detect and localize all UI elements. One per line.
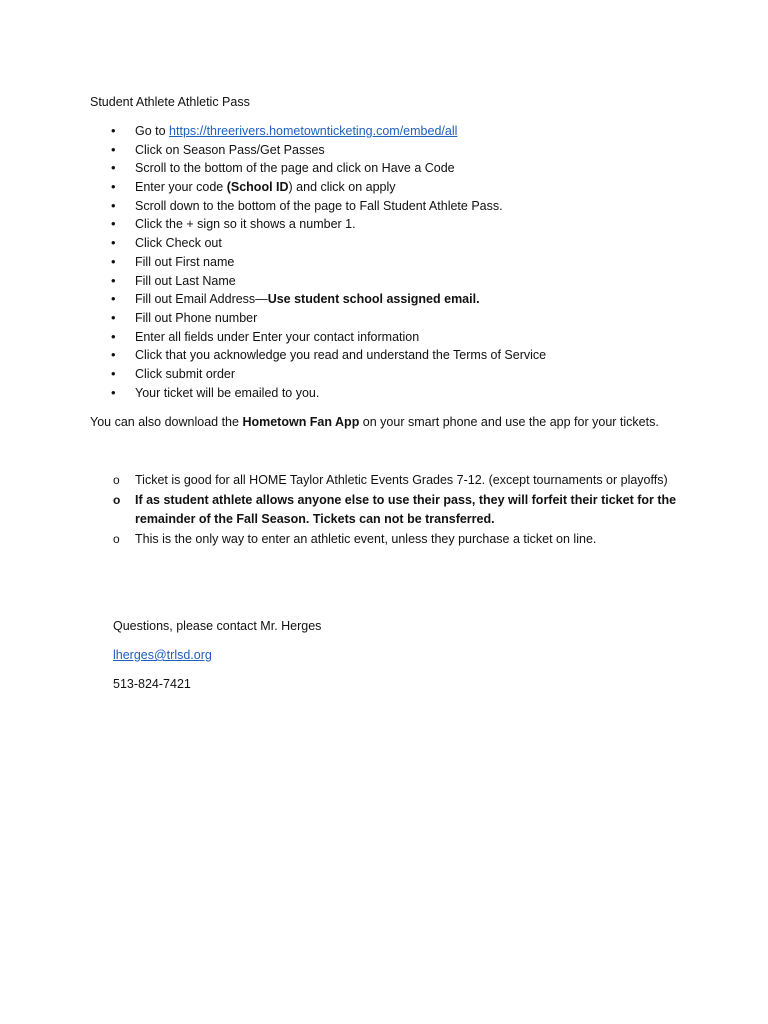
bullet-icon: • (111, 365, 116, 381)
step-text: Click that you acknowledge you read and understand the Terms of Service (135, 348, 547, 363)
bullet-icon: • (111, 197, 116, 213)
list-item (90, 384, 546, 403)
list-item (90, 178, 546, 197)
bullet-icon: • (111, 291, 116, 307)
step-text: Scroll down to the bottom of the page to Fall Student Athlete Pass. (135, 198, 503, 213)
list-item (90, 365, 546, 384)
list-item (90, 141, 546, 160)
bullet-icon: • (111, 216, 116, 232)
ticketing-link[interactable]: https://threerivers.hometownticketing.com/embed/all (169, 124, 458, 138)
bullet-icon: • (111, 347, 116, 363)
list-item (90, 346, 546, 365)
list-item (113, 491, 703, 530)
rules-list (113, 471, 703, 549)
bullet-icon: • (111, 272, 116, 288)
list-item (113, 471, 703, 491)
list-item (90, 309, 546, 328)
bullet-icon: • (111, 384, 116, 400)
list-item (90, 122, 546, 141)
list-item (113, 530, 703, 550)
app-download-note (90, 414, 659, 430)
step-text: Click on Season Pass/Get Passes (135, 142, 325, 157)
list-item (90, 215, 546, 234)
step-text: ) and click on apply (288, 180, 396, 195)
list-item (90, 234, 546, 253)
step-text: Click submit order (135, 366, 236, 381)
email-emphasis: Use student school assigned email. (267, 292, 480, 307)
note-text: You can also download the (90, 415, 243, 429)
step-text: Click Check out (135, 236, 222, 251)
step-text: Fill out First name (135, 254, 235, 269)
bullet-icon: • (111, 141, 116, 157)
app-name-emphasis: Hometown Fan App (242, 415, 360, 429)
list-item (90, 328, 546, 347)
list-item (90, 197, 546, 216)
list-item (90, 290, 546, 309)
email-link[interactable]: lherges@trlsd.org (113, 648, 212, 662)
step-text: Fill out Last Name (135, 273, 236, 288)
step-text: Fill out Phone number (135, 310, 258, 325)
steps-list (90, 122, 546, 402)
note-text: on your smart phone and use the app for your tickets. (359, 415, 659, 429)
circle-bullet-icon: o (113, 531, 120, 546)
step-text: Scroll to the bottom of the page and click on Have a Code (135, 161, 455, 176)
school-id-emphasis: (School ID (226, 180, 289, 195)
contact-line: Questions, please contact Mr. Herges (113, 619, 322, 633)
rule-text: This is the only way to enter an athletic event, unless they purchase a ticket on line. (135, 531, 597, 546)
rule-text: If as student athlete allows anyone else to use their pass, they will forfeit their ticket for the remainder of the Fall Season. Tickets can not be transferred. (135, 492, 677, 526)
step-text: Fill out Email Address— (135, 292, 268, 307)
step-text: Enter all fields under Enter your contact information (135, 329, 420, 344)
list-item (90, 159, 546, 178)
circle-bullet-icon: o (113, 492, 121, 507)
document-title: Student Athlete Athletic Pass (90, 95, 250, 109)
step-text: Go to (135, 124, 170, 138)
contact-phone: 513-824-7421 (113, 677, 191, 691)
step-text: Enter your code (135, 180, 227, 195)
rule-text: Ticket is good for all HOME Taylor Athletic Events Grades 7-12. (except tournaments or playoffs) (135, 473, 668, 487)
step-text: Your ticket will be emailed to you. (135, 385, 320, 400)
bullet-icon: • (111, 235, 116, 251)
circle-bullet-icon: o (113, 473, 120, 487)
contact-email (113, 647, 212, 663)
bullet-icon: • (111, 309, 116, 325)
list-item (90, 253, 546, 272)
bullet-icon: • (111, 123, 116, 138)
bullet-icon: • (111, 160, 116, 176)
bullet-icon: • (111, 328, 116, 344)
bullet-icon: • (111, 179, 116, 195)
step-text: Click the + sign so it shows a number 1. (135, 217, 356, 232)
list-item (90, 272, 546, 291)
bullet-icon: • (111, 253, 116, 269)
